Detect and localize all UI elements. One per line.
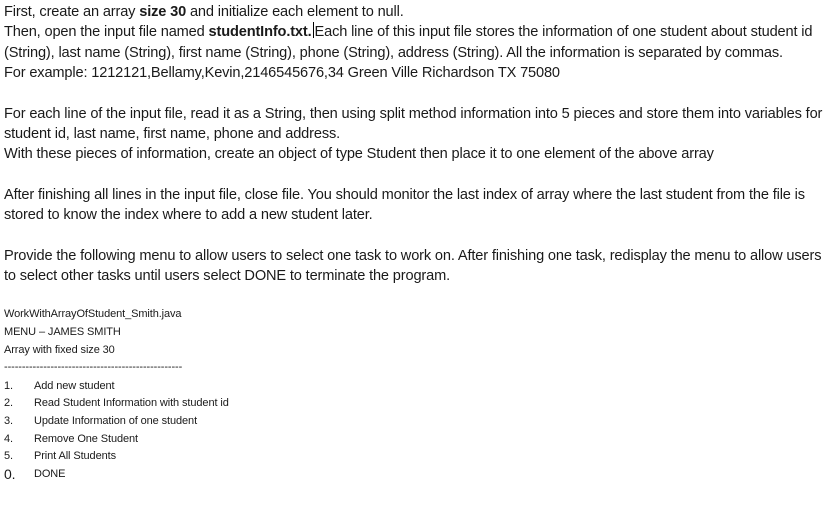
menu-item-label: DONE (34, 467, 66, 480)
menu-item-label: Print All Students (34, 450, 116, 463)
intro-line2-text: Then, open the input file named (4, 24, 209, 41)
intro-line1-text: First, create an array (4, 4, 140, 20)
menu-divider: -------------------------------------------------- (4, 361, 183, 374)
menu-title: MENU – JAMES SMITH (4, 326, 121, 339)
intro-line2-end: Each line of this input file stores the information of one student about student id (String), last name (String), first name (String), phone (String), address (String). All the information is separated by commas. (4, 24, 813, 61)
menu-item (4, 413, 825, 431)
menu-item-done (4, 466, 825, 484)
close-file-paragraph: After finishing all lines in the input file, close file. You should monitor the last index of array where the last student from the file is stored to know the index where to add a new student later. (4, 186, 805, 224)
menu-item (4, 378, 825, 396)
menu-item (4, 431, 825, 449)
menu-item-label: Update Information of one student (34, 415, 198, 428)
menu-item-number: 1. (4, 379, 13, 392)
filename-bold: studentInfo.txt. (208, 24, 312, 41)
menu-item-number: 2. (4, 397, 13, 410)
array-size-bold: size 30 (139, 4, 187, 20)
menu-item-label: Read Student Information with student id (34, 397, 229, 410)
menu-item-number: 4. (4, 432, 13, 445)
intro-paragraph (4, 2, 825, 84)
menu-subtitle: Array with fixed size 30 (4, 343, 115, 356)
example-line: For example: 1212121,Bellamy,Kevin,2146545676,34 Green Ville Richardson TX 75080 (4, 65, 560, 82)
menu-item-label: Remove One Student (34, 432, 138, 445)
menu-instruction-paragraph: Provide the following menu to allow users to select one task to work on. After finishing one task, redisplay the menu to allow users to select other tasks until users select DONE to terminate the program. (4, 247, 822, 285)
menu-item-label: Add new student (34, 379, 115, 392)
menu-list (4, 378, 825, 484)
menu-item (4, 448, 825, 466)
menu-item (4, 395, 825, 413)
text-cursor (313, 22, 314, 38)
menu-item-number: 3. (4, 415, 13, 428)
split-paragraph (4, 104, 825, 165)
menu-filename: WorkWithArrayOfStudent_Smith.java (4, 308, 182, 321)
menu-item-number: 0. (4, 465, 16, 482)
student-object-instruction: With these pieces of information, create an object of type Student then place it to one element of the above array (4, 146, 714, 163)
menu-sample (4, 306, 825, 483)
menu-item-number: 5. (4, 450, 13, 463)
intro-line1-end: and initialize each element to null. (186, 4, 404, 20)
split-instruction: For each line of the input file, read it as a String, then using split method information into 5 pieces and store them into variables for student id, last name, first name, phone and address. (4, 105, 823, 143)
